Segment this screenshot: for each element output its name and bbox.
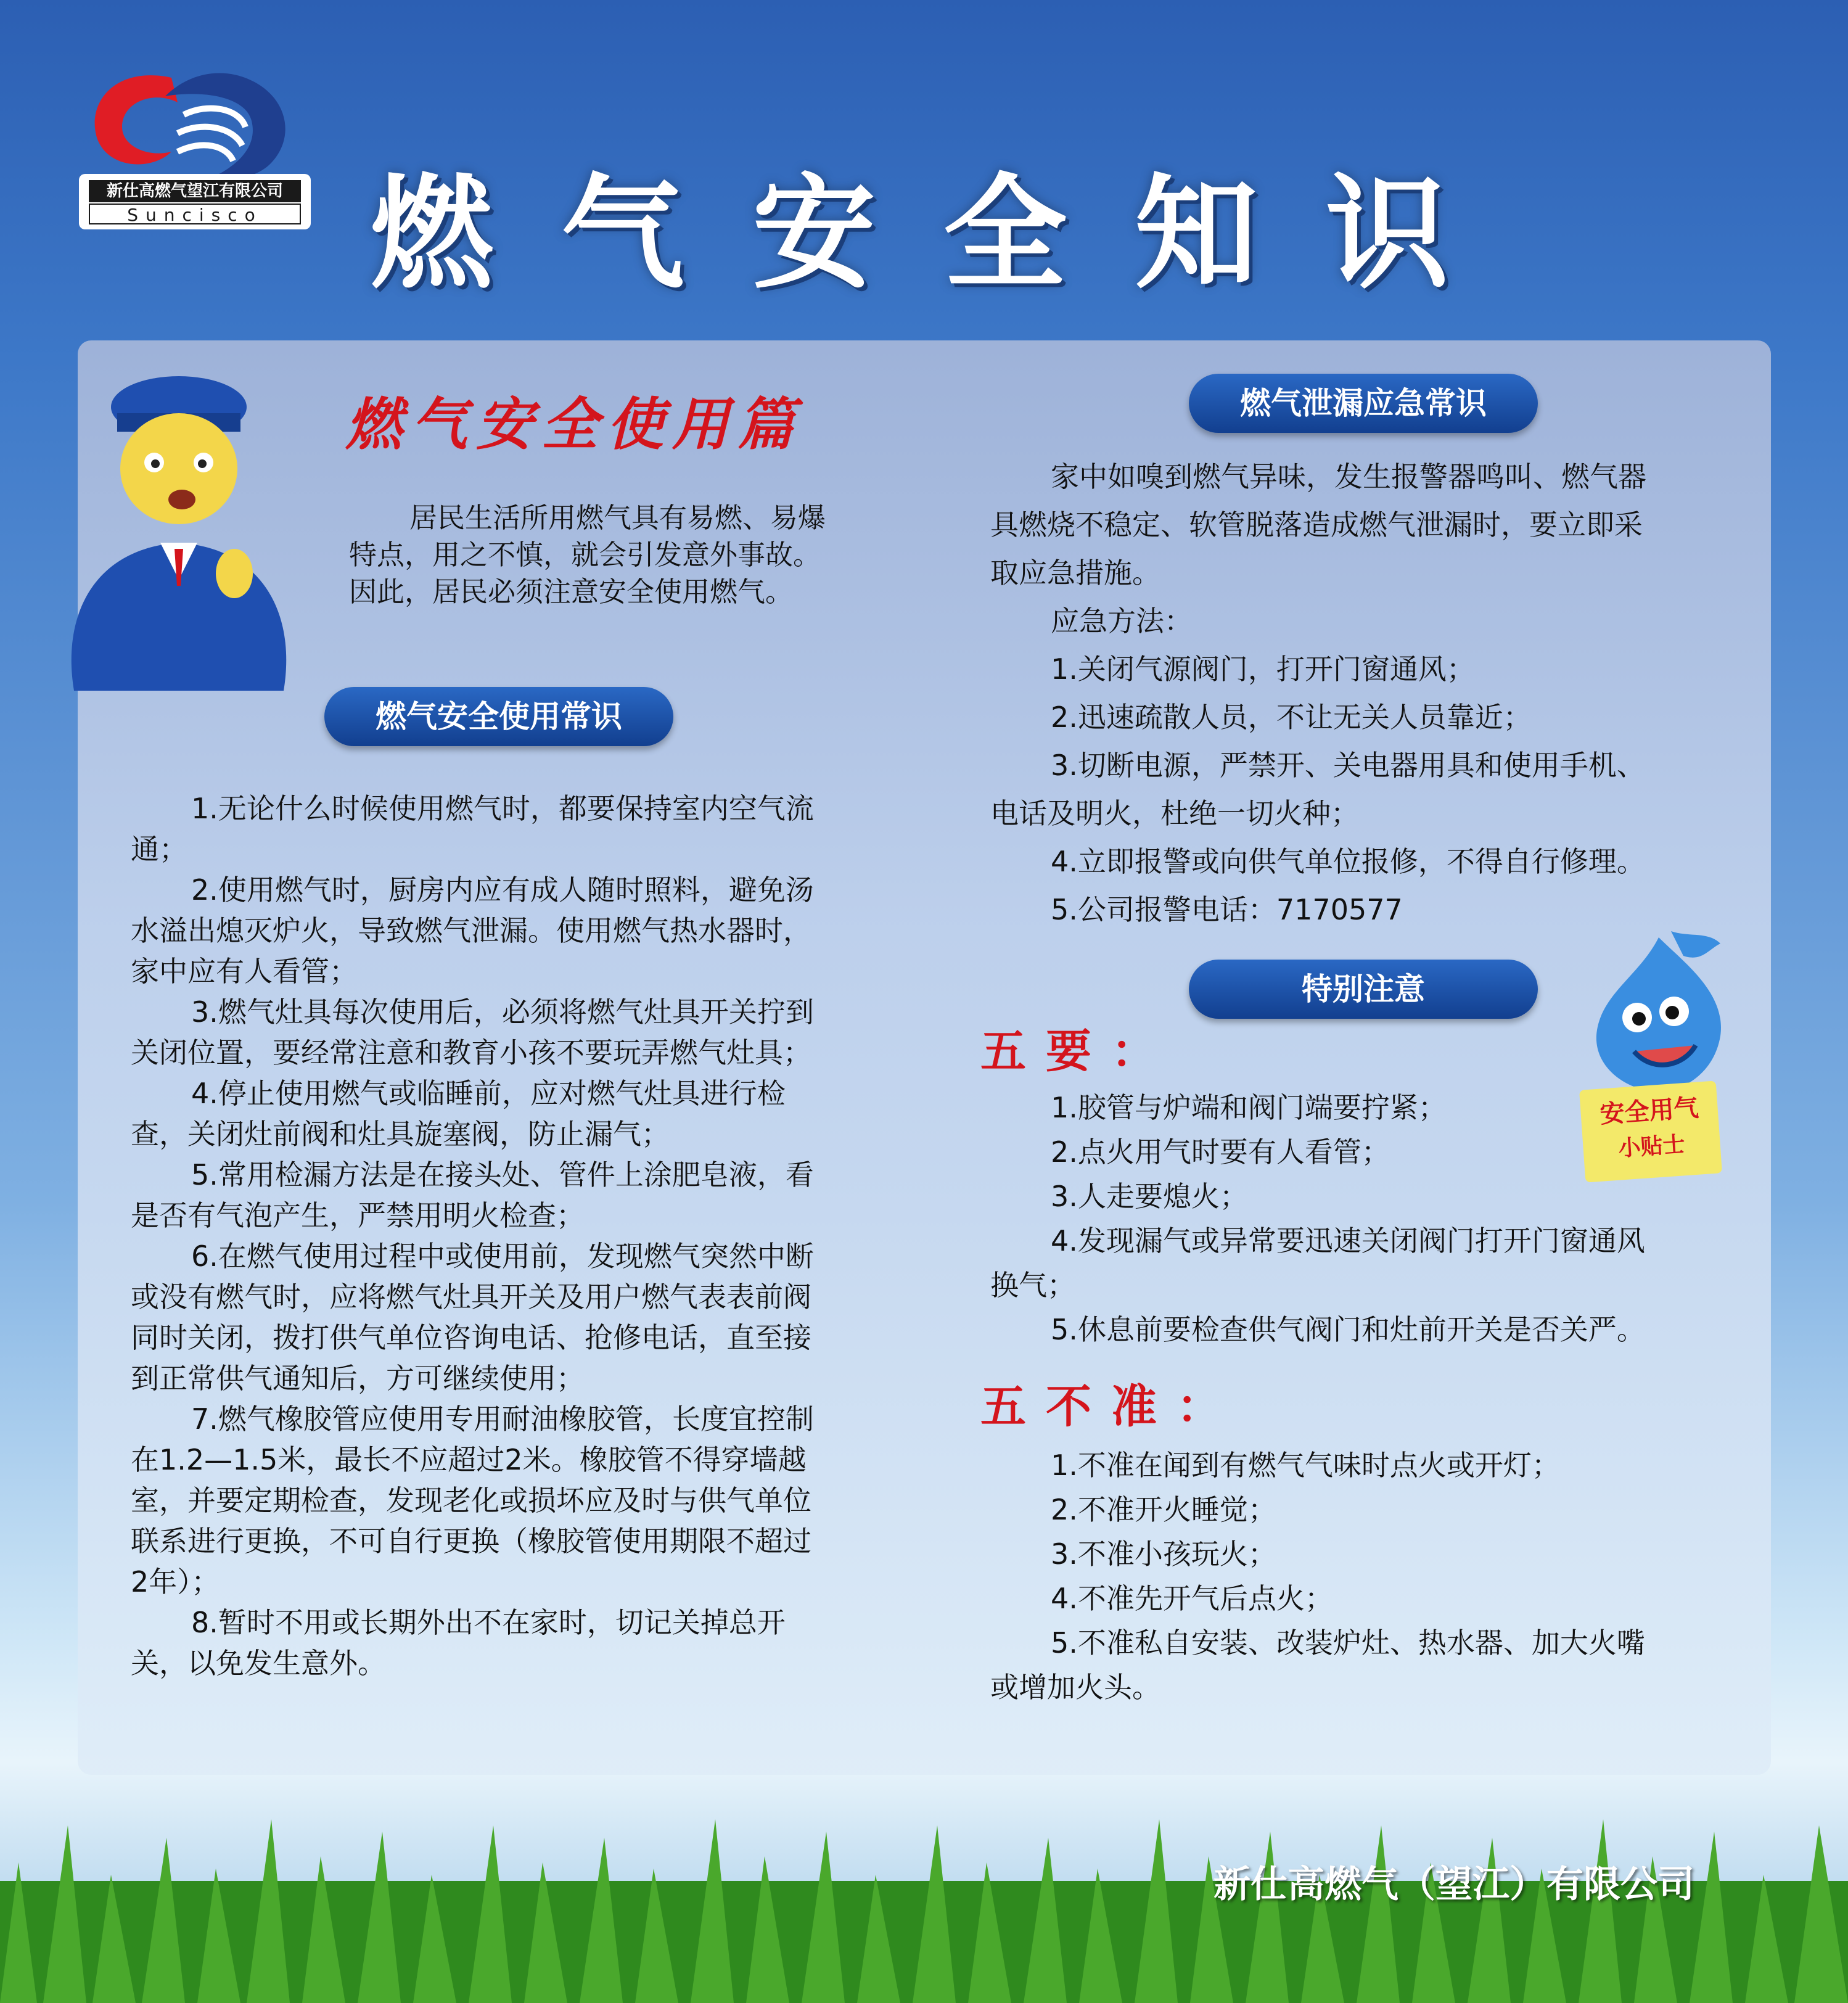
list-item: 5.休息前要检查供气阀门和灶前开关是否关严。 — [1051, 1313, 1645, 1346]
intro-line: 特点，用之不慎，就会引发意外事故。 — [349, 538, 821, 571]
list-item: 通； — [131, 833, 187, 866]
list-item: 到正常供气通知后，方可继续使用； — [131, 1362, 585, 1395]
list-item: 查，关闭灶前阀和灶具旋塞阀，防止漏气； — [131, 1117, 670, 1151]
list-item: 取应急措施。 — [990, 556, 1160, 590]
logo-caption — [79, 174, 311, 229]
intro-paragraph — [349, 500, 885, 611]
list-item: 6.在燃气使用过程中或使用前，发现燃气突然中断 — [191, 1240, 814, 1273]
list-item: 4.停止使用燃气或临睡前，应对燃气灶具进行检 — [191, 1077, 786, 1110]
list-item: 4.不准先开气后点火； — [1051, 1582, 1333, 1615]
list-item: 家中如嗅到燃气异味，发生报警器鸣叫、燃气器 — [1051, 460, 1646, 493]
list-item: 5.不准私自安装、改装炉灶、热水器、加大火嘴 — [1051, 1626, 1645, 1660]
list-item: 水溢出熄灭炉火，导致燃气泄漏。使用燃气热水器时， — [131, 914, 811, 947]
five-nots-heading: 五不准： — [980, 1380, 1242, 1433]
list-item: 3.燃气灶具每次使用后，必须将燃气灶具开关拧到 — [191, 995, 814, 1029]
list-item: 3.切断电源，严禁开、关电器用具和使用手机、 — [1051, 749, 1645, 782]
list-item: 关，以免发生意外。 — [131, 1647, 386, 1680]
page-title: 燃气安全知识 — [370, 162, 1517, 306]
list-item: 2年）； — [131, 1565, 220, 1598]
list-item: 7.燃气橡胶管应使用专用耐油橡胶管，长度宜控制 — [191, 1402, 814, 1436]
pill-special-attention: 特别注意 — [1189, 960, 1538, 1019]
safety-tip-card — [1579, 1080, 1722, 1182]
list-item: 家中应有人看管； — [131, 955, 358, 988]
list-item: 5.常用检漏方法是在接头处、管件上涂肥皂液，看 — [191, 1158, 814, 1191]
worker-mascot-image — [49, 370, 308, 691]
logo-company-en: Suncisco — [89, 204, 301, 224]
list-item: 是否有气泡产生，严禁用明火检查； — [131, 1199, 585, 1232]
list-item: 1.胶管与炉端和阀门端要拧紧； — [1051, 1091, 1447, 1124]
list-item: 或增加火头。 — [990, 1671, 1160, 1704]
list-item: 关闭位置，要经常注意和教育小孩不要玩弄燃气灶具； — [131, 1036, 811, 1069]
footer-company-name: 新仕高燃气（望江）有限公司 — [1214, 1863, 1694, 1906]
list-item: 同时关闭，拨打供气单位咨询电话、抢修电话，直至接 — [131, 1321, 811, 1354]
list-item: 1.关闭气源阀门，打开门窗通风； — [1051, 652, 1475, 686]
pill-safe-use-knowledge: 燃气安全使用常识 — [324, 687, 673, 746]
list-item: 1.不准在闻到有燃气气味时点火或开灯； — [1051, 1449, 1560, 1482]
list-item: 5.公司报警电话：7170577 — [1051, 893, 1403, 926]
five-nots-list — [990, 1443, 1730, 1709]
list-item: 换气； — [990, 1269, 1075, 1302]
list-item: 具燃烧不稳定、软管脱落造成燃气泄漏时，要立即采 — [990, 508, 1643, 541]
list-item: 应急方法： — [1051, 604, 1193, 638]
pill-leak-emergency: 燃气泄漏应急常识 — [1189, 374, 1538, 433]
list-item: 联系进行更换，不可自行更换（橡胶管使用期限不超过 — [131, 1524, 811, 1558]
list-item: 电话及明火，杜绝一切火种； — [990, 797, 1359, 830]
list-item: 2.不准开火睡觉； — [1051, 1493, 1276, 1526]
emergency-list — [990, 453, 1730, 934]
five-musts-heading: 五要： — [980, 1025, 1177, 1078]
tip-card-line1: 安全用气 — [1599, 1093, 1700, 1129]
list-item: 1.无论什么时候使用燃气时，都要保持室内空气流 — [191, 792, 814, 825]
section-title-safe-use: 燃气安全使用篇 — [345, 391, 803, 458]
intro-line: 居民生活所用燃气具有易燃、易爆 — [409, 501, 826, 534]
safe-use-list — [131, 788, 895, 1684]
logo-company-cn: 新仕高燃气望江有限公司 — [89, 180, 301, 202]
list-item: 2.点火用气时要有人看管； — [1051, 1135, 1390, 1169]
list-item: 3.人走要熄火； — [1051, 1180, 1248, 1213]
list-item: 2.使用燃气时，厨房内应有成人随时照料，避免汤 — [191, 873, 814, 907]
tip-card-line2: 小贴士 — [1617, 1132, 1686, 1162]
list-item: 或没有燃气时，应将燃气灶具开关及用户燃气表表前阀 — [131, 1280, 811, 1314]
intro-line: 因此，居民必须注意安全使用燃气。 — [349, 575, 794, 608]
list-item: 室，并要定期检查，发现老化或损坏应及时与供气单位 — [131, 1484, 811, 1517]
list-item: 2.迅速疏散人员，不让无关人员靠近； — [1051, 701, 1532, 734]
list-item: 4.立即报警或向供气单位报修，不得自行修理。 — [1051, 845, 1645, 878]
list-item: 4.发现漏气或异常要迅速关闭阀门打开门窗通风 — [1051, 1224, 1645, 1257]
list-item: 8.暂时不用或长期外出不在家时，切记关掉总开 — [191, 1606, 786, 1639]
list-item: 在1.2—1.5米，最长不应超过2米。橡胶管不得穿墙越 — [131, 1443, 807, 1476]
list-item: 3.不准小孩玩火； — [1051, 1537, 1276, 1571]
